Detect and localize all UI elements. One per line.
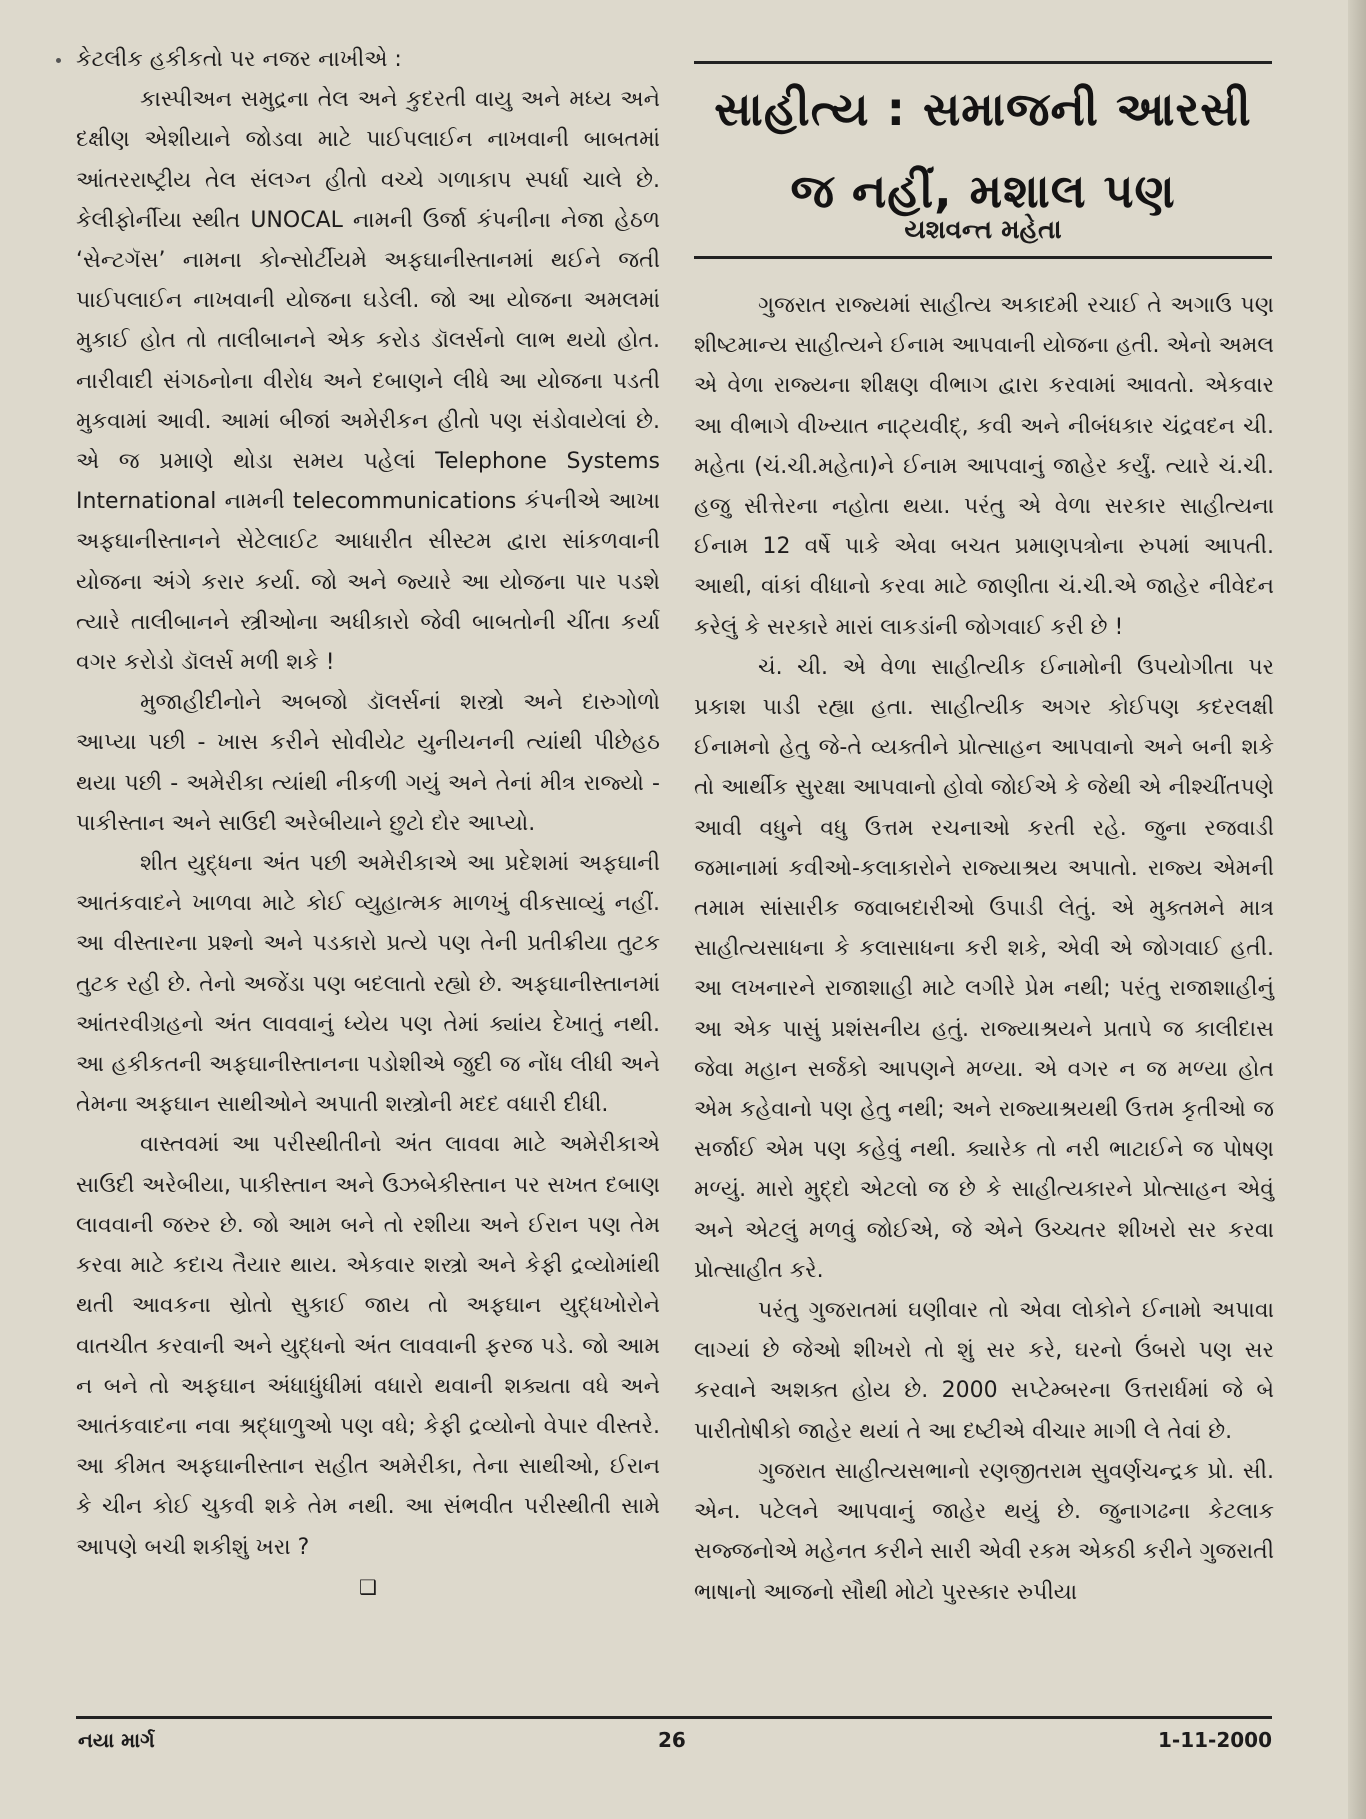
- right-paragraph-3: પરંતુ ગુજરાતમાં ઘણીવાર તો એવા લોકોને ઈનામો અપાવા લાગ્યાં છે જેઓ શીખરો તો શું સર કરે, ઘરનો ઉંબરો પણ સર કરવાને અશક્ત હોય છે. 2000 સપ્ટેમ્બરના ઉત્તરાર્ધમાં જે બે પારીતોષીકો જાહેર થયાં તે આ દષ્ટીએ વીચાર માગી લે તેવાં છે.: [694, 1298, 1274, 1444]
- title-rule-bottom: [694, 256, 1272, 259]
- left-paragraph-2: મુજાહીદીનોને અબજો ડૉલર્સનાં શસ્ત્રો અને દારુગોળો આપ્યા પછી - ખાસ કરીને સોવીયેટ યુનીયનની ત્યાંથી પીછેહઠ થયા પછી - અમેરીકા ત્યાંથી નીકળી ગયું અને તેનાં મીત્ર રાજ્યો - પાકીસ્તાન અને સાઉદી અરેબીયાને છુટો દોર આપ્યો.: [76, 690, 660, 836]
- end-of-article-mark: ❑: [359, 1574, 377, 1599]
- right-paragraph-2: ચં. ચી. એ વેળા સાહીત્યીક ઈનામોની ઉપયોગીતા પર પ્રકાશ પાડી રહ્યા હતા. સાહીત્યીક અગર કોઈપણ કદરલક્ષી ઈનામનો હેતુ જે-તે વ્યક્તીને પ્રોત્સાહન આપવાનો અને બની શકે તો આર્થીક સુરક્ષા આપવાનો હોવો જોઈએ કે જેથી એ નીશ્ચીંતપણે આવી વધુને વધુ ઉત્તમ રચનાઓ કરતી રહે. જુના રજવાડી જમાનામાં કવીઓ-કલાકારોને રાજ્યાશ્રય અપાતો. રાજ્ય એમની તમામ સાંસારીક જવાબદારીઓ ઉપાડી લેતું. એ મુક્તમને માત્ર સાહીત્યસાધના કે કલાસાધના કરી શકે, એવી એ જોગવાઈ હતી. આ લખનારને રાજાશાહી માટે લગીરે પ્રેમ નથી; પરંતુ રાજાશાહીનું આ એક પાસું પ્રશંસનીય હતું. રાજ્યાશ્રયને પ્રતાપે જ કાલીદાસ જેવા મહાન સર્જકો આપણને મળ્યા. એ વગર ન જ મળ્યા હોત એમ કહેવાનો પણ હેતુ નથી; અને રાજ્યાશ્રયથી ઉત્તમ કૃતીઓ જ સર્જાઈ એમ પણ કહેવું નથી. ક્યારેક તો નરી ભાટાઈને જ પોષણ મળ્યું. મારો મુદ્દો એટલો જ છે કે સાહીત્યકારને પ્રોત્સાહન એવું અને એટલું મળવું જોઈએ, જે એને ઉચ્ચતર શીખરો સર કરવા પ્રોત્સાહીત કરે.: [694, 654, 1274, 1283]
- left-paragraph-3: શીત યુદ્ધના અંત પછી અમેરીકાએ આ પ્રદેશમાં અફઘાની આતંકવાદને ખાળવા માટે કોઈ વ્યુહાત્મક માળખું વીકસાવ્યું નહીં. આ વીસ્તારના પ્રશ્નો અને પડકારો પ્રત્યે પણ તેની પ્રતીક્રીયા તુટક તુટક રહી છે. તેનો અજેંડા પણ બદલાતો રહ્યો છે. અફઘાનીસ્તાનમાં આંતરવીગ્રહનો અંત લાવવાનું ધ્યેય પણ તેમાં ક્યાંય દેખાતું નથી. આ હકીકતની અફઘાનીસ્તાનના પડોશીએ જુદી જ નોંધ લીધી અને તેમના અફઘાન સાથીઓને અપાતી શસ્ત્રોની મદદ વધારી દીધી.: [76, 851, 660, 1118]
- headline-line-2: જ નહીં, મશાલ પણ: [790, 164, 1176, 218]
- right-paragraph-4: ગુજરાત સાહીત્યસભાનો રણજીતરામ સુવર્ણચન્દ્રક પ્રો. સી. એન. પટેલને આપવાનું જાહેર થયું છે. જુનાગઢના કેટલાક સજ્જનોએ મહેનત કરીને સારી એવી રકમ એકઠી કરીને ગુજરાતી ભાષાનો આજનો સૌથી મોટો પુરસ્કાર રુપીયા: [694, 1458, 1274, 1605]
- footer-rule: [76, 1716, 1272, 1719]
- publication-name: નયા માર્ગ: [78, 1728, 155, 1752]
- article-headline: [694, 68, 1272, 232]
- left-paragraph-4: વાસ્તવમાં આ પરીસ્થીતીનો અંત લાવવા માટે અમેરીકાએ સાઉદી અરેબીયા, પાકીસ્તાન અને ઉઝબેકીસ્તાન પર સખત દબાણ લાવવાની જરુર છે. જો આમ બને તો રશીયા અને ઈરાન પણ તેમ કરવા માટે કદાચ તૈયાર થાય. એકવાર શસ્ત્રો અને કેફી દ્રવ્યોમાંથી થતી આવકના સ્રોતો સુકાઈ જાય તો અફઘાન યુદ્ધખોરોને વાતચીત કરવાની અને યુદ્ધનો અંત લાવવાની ફરજ પડે. જો આમ ન બને તો અફઘાન અંધાધુંધીમાં વધારો થવાની શક્યતા વધે અને આતંકવાદના નવા શ્રદ્ધાળુઓ પણ વધે; કેફી દ્રવ્યોનો વેપાર વીસ્તરે. આ કીમત અફઘાનીસ્તાન સહીત અમેરીકા, તેના સાથીઓ, ઈરાન કે ચીન કોઈ ચુકવી શકે તેમ નથી. આ સંભવીત પરીસ્થીતી સામે આપણે બચી શકીશું ખરા ?: [76, 1132, 660, 1560]
- title-rule-top: [694, 61, 1272, 64]
- lead-line: કેટલીક હકીકતો પર નજર નાખીએ :: [76, 47, 402, 72]
- left-paragraph-1: કાસ્પીઅન સમુદ્રના તેલ અને કુદરતી વાયુ અને મધ્ય અને દક્ષીણ એશીયાને જોડવા માટે પાઈપલાઈન નાખવાની બાબતમાં આંતરરાષ્ટ્રીય તેલ સંલગ્ન હીતો વચ્ચે ગળાકાપ સ્પર્ધા ચાલે છે. કેલીફોર્નીયા સ્થીત UNOCAL નામની ઉર્જા કંપનીના નેજા હેઠળ ‘સેન્ટગૅસ’ નામના કોન્સોર્ટીયમે અફઘાનીસ્તાનમાં થઈને જતી પાઈપલાઈન નાખવાની યોજના ઘડેલી. જો આ યોજના અમલમાં મુકાઈ હોત તો તાલીબાનને એક કરોડ ડૉલર્સનો લાભ થયો હોત. નારીવાદી સંગઠનોના વીરોધ અને દબાણને લીધે આ યોજના પડતી મુકવામાં આવી. આમાં બીજાં અમેરીકન હીતો પણ સંડોવાયેલાં છે. એ જ પ્રમાણે થોડા સમય પહેલાં Telephone Systems International નામની telecommunications કંપનીએ આખા અફઘાનીસ્તાનને સેટેલાઈટ આધારીત સીસ્ટમ દ્વારા સાંકળવાની યોજના અંગે કરાર કર્યા. જો અને જ્યારે આ યોજના પાર પડશે ત્યારે તાલીબાનને સ્ત્રીઓના અધીકારો જેવી બાબતોની ચીંતા કર્યા વગર કરોડો ડૉલર્સ મળી શકે !: [76, 87, 660, 676]
- issue-date: 1-11-2000: [1157, 1728, 1272, 1752]
- headline-line-1: સાહીત્ય : સમાજની આરસી: [714, 82, 1252, 136]
- page-edge-shadow: [1348, 0, 1366, 1819]
- right-column: [694, 286, 1274, 1613]
- page-number: 26: [658, 1728, 686, 1752]
- author-byline: યશવન્ત મહેતા: [904, 215, 1062, 245]
- right-paragraph-1: ગુજરાત રાજ્યમાં સાહીત્ય અકાદમી રચાઈ તે અગાઉ પણ શીષ્ટમાન્ય સાહીત્યને ઈનામ આપવાની યોજના હતી. એનો અમલ એ વેળા રાજ્યના શીક્ષણ વીભાગ દ્વારા કરવામાં આવતો. એકવાર આ વીભાગે વીખ્યાત નાટ્યવીદ્, કવી અને નીબંધકાર ચંદ્રવદન ચી. મહેતા (ચં.ચી.મહેતા)ને ઈનામ આપવાનું જાહેર કર્યું. ત્યારે ચં.ચી. હજુ સીત્તેરના નહોતા થયા. પરંતુ એ વેળા સરકાર સાહીત્યના ઈનામ 12 વર્ષે પાકે એવા બચત પ્રમાણપત્રોના રુપમાં આપતી. આથી, વાંકાં વીધાનો કરવા માટે જાણીતા ચં.ચી.એ જાહેર નીવેદન કરેલું કે સરકારે મારાં લાકડાંની જોગવાઈ કરી છે !: [694, 293, 1274, 640]
- bullet-dot: [56, 58, 61, 63]
- left-column: [76, 40, 660, 1604]
